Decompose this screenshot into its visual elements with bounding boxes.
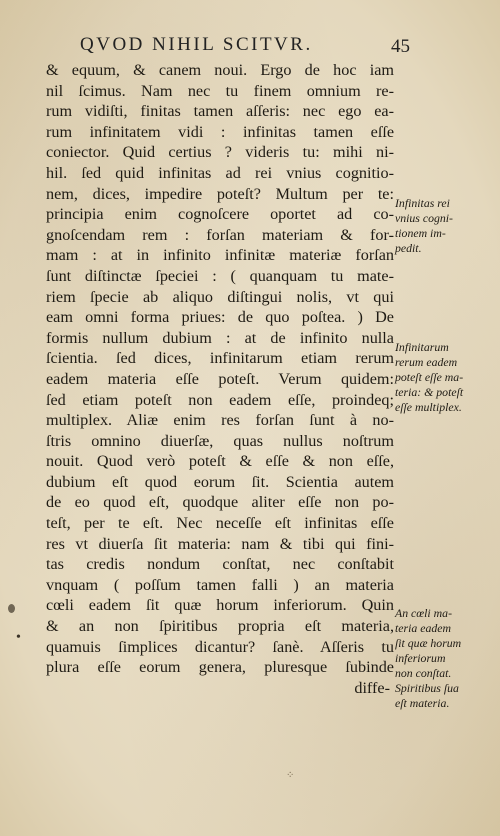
catchword: diffe- xyxy=(354,678,390,697)
margin-note-line: Infinitarum xyxy=(395,340,449,354)
margin-note-line: Spiritibus ſua xyxy=(395,681,459,695)
text-line: multiplex. Aliæ enim res forſan ſunt à no- xyxy=(46,411,394,430)
bracket-mark-icon: • xyxy=(16,630,21,645)
text-line: ſcientia. ſed dices, infinitarum etiam rerum xyxy=(46,349,394,368)
ink-dot-mark xyxy=(8,604,15,613)
text-line: ſed etiam poteſt non eadem eſſe, proindeq; xyxy=(46,390,394,409)
text-line: gnoſcendam rem : forſan materiam & for- xyxy=(46,225,394,244)
margin-note-line: ſit quæ horum xyxy=(395,636,462,650)
margin-note-line: inferiorum xyxy=(395,651,446,665)
margin-note-line: Infinitas rei xyxy=(395,196,450,210)
text-line: de eo quod eſt, quodque aliter eſſe non po- xyxy=(46,493,394,512)
text-line: rum infinitatem vidi : infinitas tamen eſſe xyxy=(46,122,394,141)
text-line: formis nullum dubium : at de infinito nulla xyxy=(46,328,394,347)
margin-note-line: non conſtat. xyxy=(395,666,452,680)
margin-note-infinitarum xyxy=(395,340,495,415)
ink-speck-mark: ⁘ xyxy=(286,770,295,781)
text-line: teſt, per te eſt. Nec neceſſe eſt infinitas eſſe xyxy=(46,514,394,533)
margin-note-line: poteſt eſſe ma- xyxy=(395,370,464,384)
margin-note-line: eſt materia. xyxy=(395,696,450,710)
text-line: dubium eſt quod eorum ſit. Scientia autem xyxy=(46,472,394,491)
text-line: tas credis nondum conſtat, nec conſtabit xyxy=(46,555,394,574)
text-line: cœli eadem ſit quæ horum inferiorum. Quin xyxy=(46,596,394,615)
text-line: & equum, & canem noui. Ergo de hoc iam xyxy=(46,61,394,79)
text-line: eam omni forma priues: de quo poſtea. ) De xyxy=(46,308,394,327)
margin-note-line: tionem im- xyxy=(395,226,446,240)
text-line: principia enim cognoſcere oportet ad co- xyxy=(46,205,394,224)
text-line: & an non ſpiritibus propria eſt materia, xyxy=(46,617,394,636)
main-text-block xyxy=(46,60,394,698)
margin-note-line: rerum eadem xyxy=(395,355,458,369)
margin-note-line: eſſe multiplex. xyxy=(395,400,462,414)
margin-note-line: teria: & poteſt xyxy=(395,385,464,399)
text-line: rum vidiſti, finitas tamen aſſeris: nec ego ea- xyxy=(46,102,394,121)
page-header xyxy=(80,34,410,60)
margin-note-line: vnius cogni- xyxy=(395,211,453,225)
text-line: riem ſpecie ab aliquo diſtingui nolis, vt qui xyxy=(46,287,394,306)
text-line: nem, dices, impedire poteſt? Multum per te: xyxy=(46,184,394,203)
text-line: nil ſcimus. Nam nec tu finem omnium re- xyxy=(46,81,394,100)
text-line: mam : at in infinito infinitæ materiæ forſan xyxy=(46,246,394,265)
text-line: plura eſſe eorum genera, pluresque ſubinde xyxy=(46,658,394,677)
text-line: hil. ſed quid infinitas ad rei vnius cognitio- xyxy=(46,163,394,182)
page-number: 45 xyxy=(391,36,410,57)
text-line: quamuis ſimplices dicantur? ſanè. Aſſeris tu xyxy=(46,637,394,656)
text-line: coniector. Quid certius ? videris tu: mihi ni- xyxy=(46,143,394,162)
text-line: vnquam ( poſſum tamen falli ) an materia xyxy=(46,575,394,594)
margin-note-infinitas xyxy=(395,196,495,256)
text-line: res vt diuerſa ſit materia: nam & tibi qui fini- xyxy=(46,534,394,553)
text-line: nouit. Quod verò poteſt & eſſe & non eſſe, xyxy=(46,452,394,471)
text-line: eadem materia eſſe poteſt. Verum quidem: xyxy=(46,369,394,388)
margin-note-line: teria eadem xyxy=(395,621,452,635)
margin-note-coeli xyxy=(395,606,495,711)
text-line: ſunt diſtinctæ ſpeciei : ( quanquam tu mate- xyxy=(46,266,394,285)
margin-note-line: An cœli ma- xyxy=(395,606,453,620)
text-line: ſtris omnino diuerſæ, quas nullus noſtrum xyxy=(46,431,394,450)
running-title: QVOD NIHIL SCITVR. xyxy=(80,34,313,55)
margin-note-line: pedit. xyxy=(395,241,422,255)
